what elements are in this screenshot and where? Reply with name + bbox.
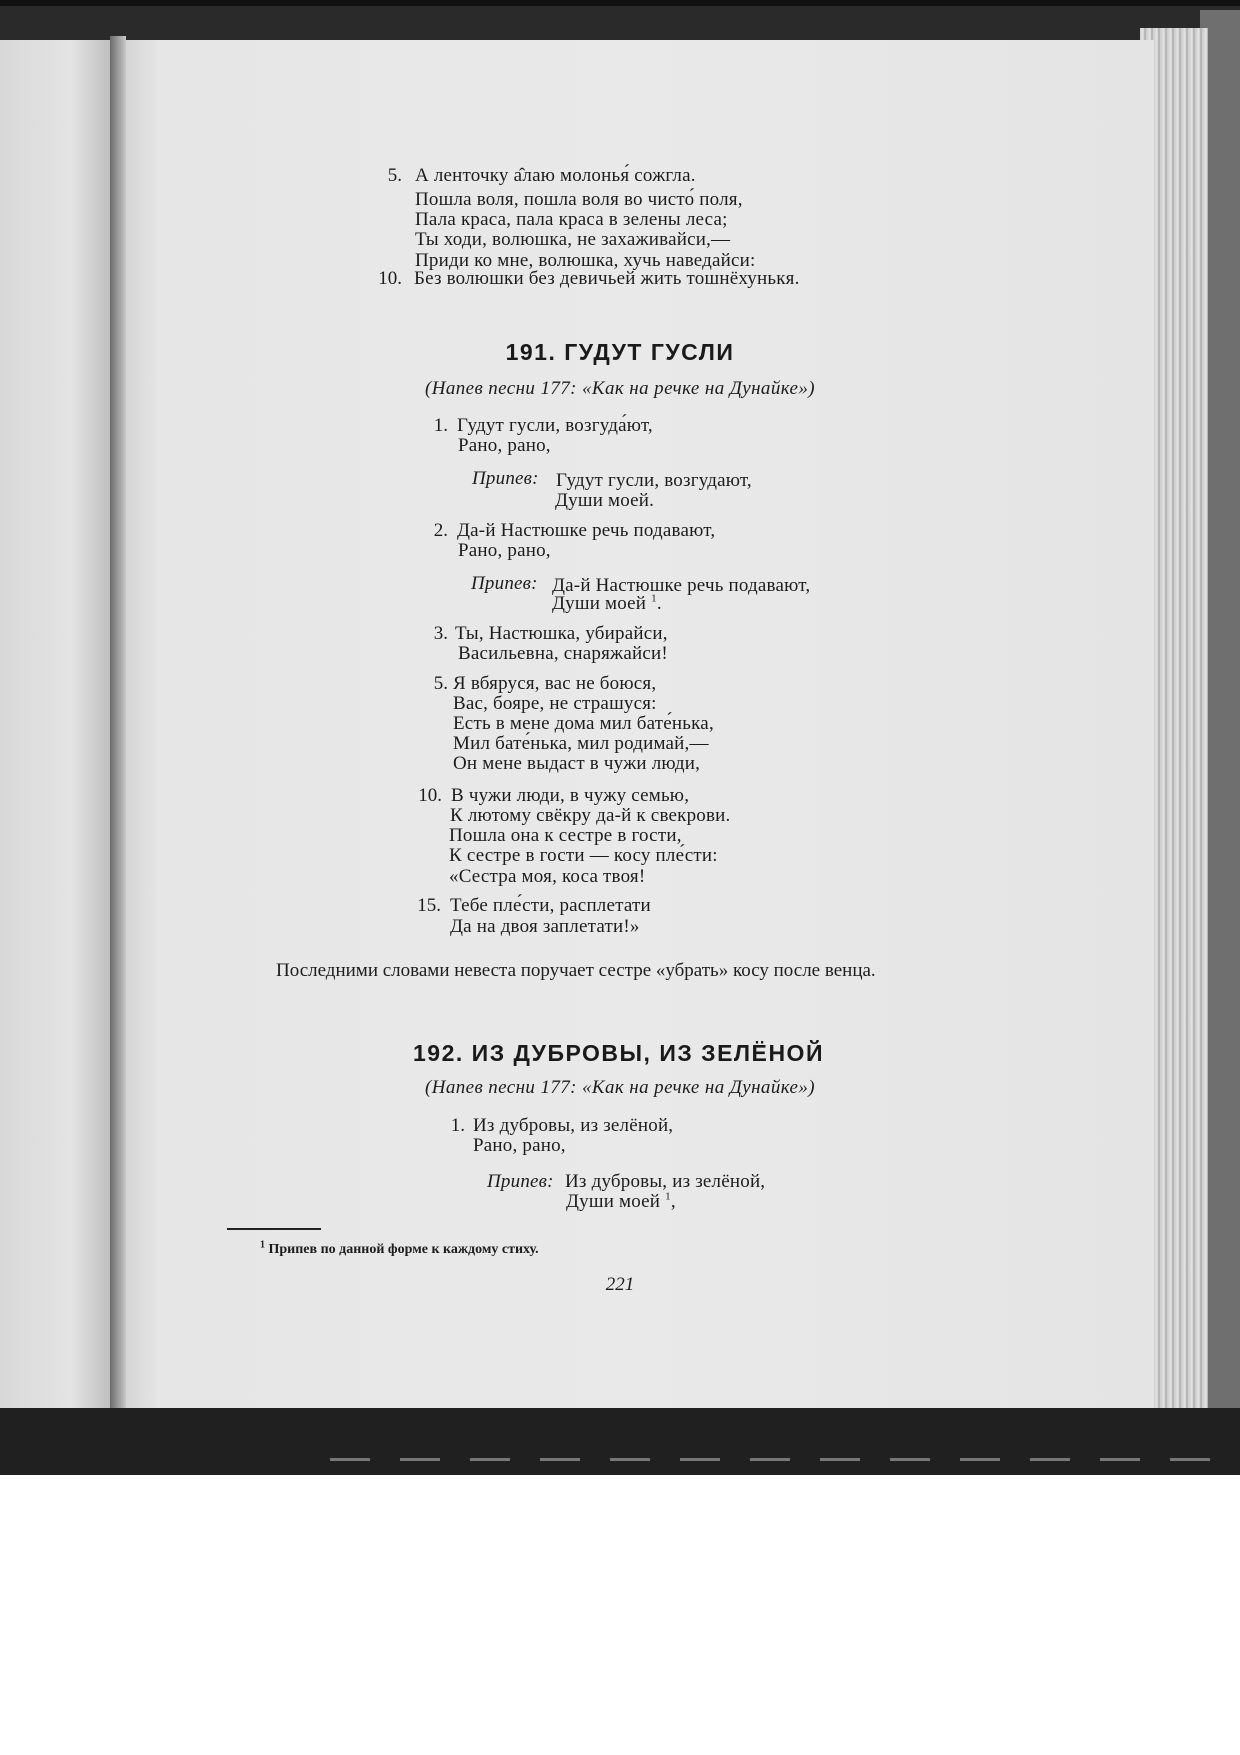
line-number: 5. [387, 165, 402, 186]
line-number: 10. [378, 268, 402, 289]
line-number: 1. [450, 1115, 465, 1136]
refrain-line: Гудут гусли, возгудают, [556, 470, 752, 491]
verse-line: А ленточку а̂лаю молонья́ сожгла. [415, 165, 696, 186]
song-191-note: Последними словами невеста поручает сестре «убрать» косу после венца. [276, 960, 876, 981]
verse-line: «Сестра моя, коса твоя! [449, 866, 646, 887]
verse-line: Васильевна, снаряжайси! [458, 643, 668, 664]
verse-line: Да-й Настюшке речь подавают, [457, 520, 716, 541]
page-number: 221 [605, 1274, 635, 1295]
verse-line: Он мене выдаст в чужи люди, [453, 753, 701, 774]
line-number: 1. [433, 415, 448, 436]
verse-line: Ты ходи, волюшка, не захаживайси,— [415, 229, 731, 250]
verse-line: К сестре в гости — косу пле́сти: [449, 845, 718, 866]
verse-line: Гудут гусли, возгуда́ют, [457, 415, 653, 436]
footnote: $^1$ Припев по данной форме к каждому стиху. [260, 1239, 539, 1257]
refrain-line: Души моей. [555, 490, 655, 511]
footnote-mark: 1 [665, 1190, 671, 1203]
verse-line: Да на двоя заплетати!» [450, 916, 640, 937]
verse-line: Рано, рано, [473, 1135, 566, 1156]
line-number: 2. [433, 520, 448, 541]
line-number: 3. [433, 623, 448, 644]
refrain-line: Души моей $^1$. [552, 592, 662, 614]
verse-line: Пала краса, пала краса в зелены леса; [415, 209, 728, 230]
verse-line: Приди ко мне, волюшка, хучь наведайси: [415, 250, 756, 271]
refrain-line: Да-й Настюшке речь подавают, [552, 575, 811, 596]
verse-line: К лютому свёкру да-й к свекрови. [450, 805, 731, 826]
line-number: 15. [417, 895, 441, 916]
song-192-title: 192. ИЗ ДУБРОВЫ, ИЗ ЗЕЛЁНОЙ [413, 1040, 824, 1066]
refrain-line: Души моей $^1$, [566, 1190, 676, 1212]
verse-line: Без волюшки без девичьей жить тошнёхунькя. [414, 268, 800, 289]
song-191-subtitle: (Напев песни 177: «Как на речке на Дунайке») [424, 378, 816, 399]
verse-line: Ты, Настюшка, убирайси, [455, 623, 668, 644]
verse-line: Мил бате́нька, мил родимай,— [453, 733, 709, 754]
verse-line: Рано, рано, [458, 435, 551, 456]
verse-line: Есть в мене дома мил бате́нька, [453, 713, 714, 734]
verse-line: В чужи люди, в чужу семью, [451, 785, 690, 806]
footnote-mark: 1 [651, 592, 657, 605]
footnote-mark: 1 [260, 1239, 265, 1251]
verse-line: Рано, рано, [458, 540, 551, 561]
verse-line: Пошла она к сестре в гости, [449, 825, 682, 846]
refrain-line: Из дубровы, из зелёной, [565, 1171, 766, 1192]
line-number: 5. [433, 673, 448, 694]
verse-line: Вас, бояре, не страшуся: [453, 693, 657, 714]
line-number: 10. [418, 785, 442, 806]
verse-line: Я вбяруся, вас не боюся, [453, 673, 657, 694]
verse-line: Из дубровы, из зелёной, [473, 1115, 674, 1136]
refrain-label: Припев: [472, 468, 539, 489]
refrain-label: Припев: [471, 573, 538, 594]
verse-line: Пошла воля, пошла воля во чисто́ поля, [415, 189, 743, 210]
song-192-subtitle: (Напев песни 177: «Как на речке на Дунайке») [424, 1077, 816, 1098]
refrain-label: Припев: [487, 1171, 554, 1192]
footnote-rule [227, 1228, 321, 1230]
song-191-title: 191. ГУДУТ ГУСЛИ [505, 339, 735, 365]
verse-line: Тебе пле́сти, расплетати [450, 895, 651, 916]
